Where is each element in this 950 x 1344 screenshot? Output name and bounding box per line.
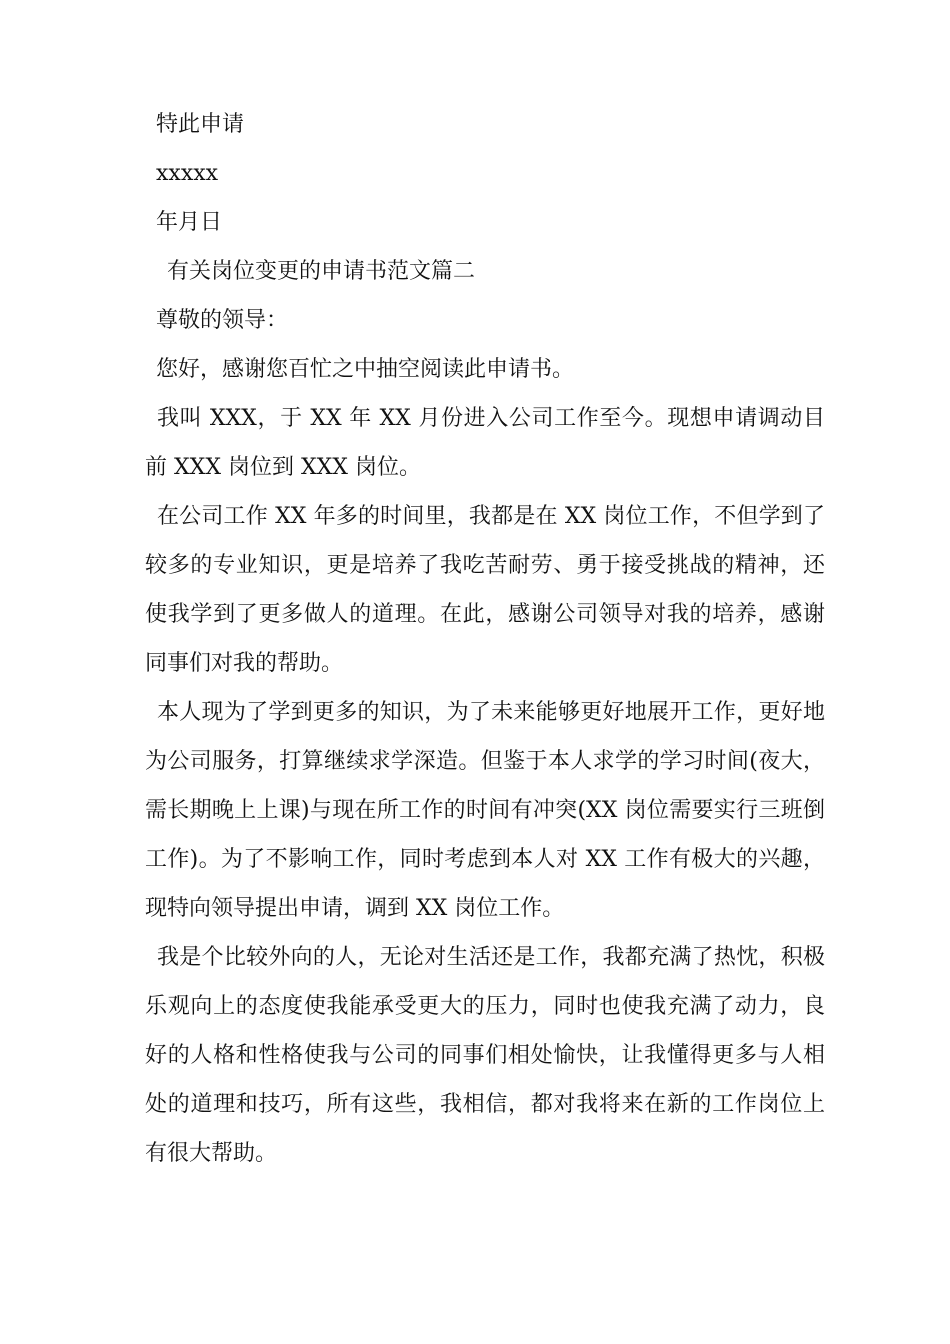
section-heading: 有关岗位变更的申请书范文篇二 <box>167 259 476 284</box>
date-text: 年月日 <box>156 210 223 235</box>
greeting-text: 您好，感谢您百忙之中抽空阅读此申请书。 <box>156 357 575 382</box>
paragraph-personality: 我是个比较外向的人，无论对生活还是工作，我都充满了热忱，积极乐观向上的态度使我能承受更大的压力，同时也使我充满了动力，良好的人格和性格使我与公司的同事们相处愉快，让我懂得更多与人相处的道理和技巧，所有这些，我相信，都对我将来在新的工作岗位上有很大帮助。 <box>145 945 825 1166</box>
document-body <box>145 100 825 1178</box>
closing-text: 特此申请 <box>156 112 245 137</box>
paragraph-reason: 本人现为了学到更多的知识，为了未来能够更好地展开工作，更好地为公司服务，打算继续求学深造。但鉴于本人求学的学习时间(夜大，需长期晚上上课)与现在所工作的时间有冲突(XX 岗位需要实行三班倒工作)。为了不影响工作，同时考虑到本人对 XX 工作有极大的兴趣，现特向领导提出申请，调到 XX 岗位工作。 <box>145 700 825 921</box>
paragraph-experience: 在公司工作 XX 年多的时间里，我都是在 XX 岗位工作，不但学到了较多的专业知识，更是培养了我吃苦耐劳、勇于接受挑战的精神，还使我学到了更多做人的道理。在此，感谢公司领导对我的培养，感谢同事们对我的帮助。 <box>145 504 825 676</box>
signature-text: xxxxx <box>156 161 219 186</box>
paragraph-introduction: 我叫 XXX，于 XX 年 XX 月份进入公司工作至今。现想申请调动目前 XXX 岗位到 XXX 岗位。 <box>145 406 825 480</box>
salutation-text: 尊敬的领导： <box>156 308 289 333</box>
